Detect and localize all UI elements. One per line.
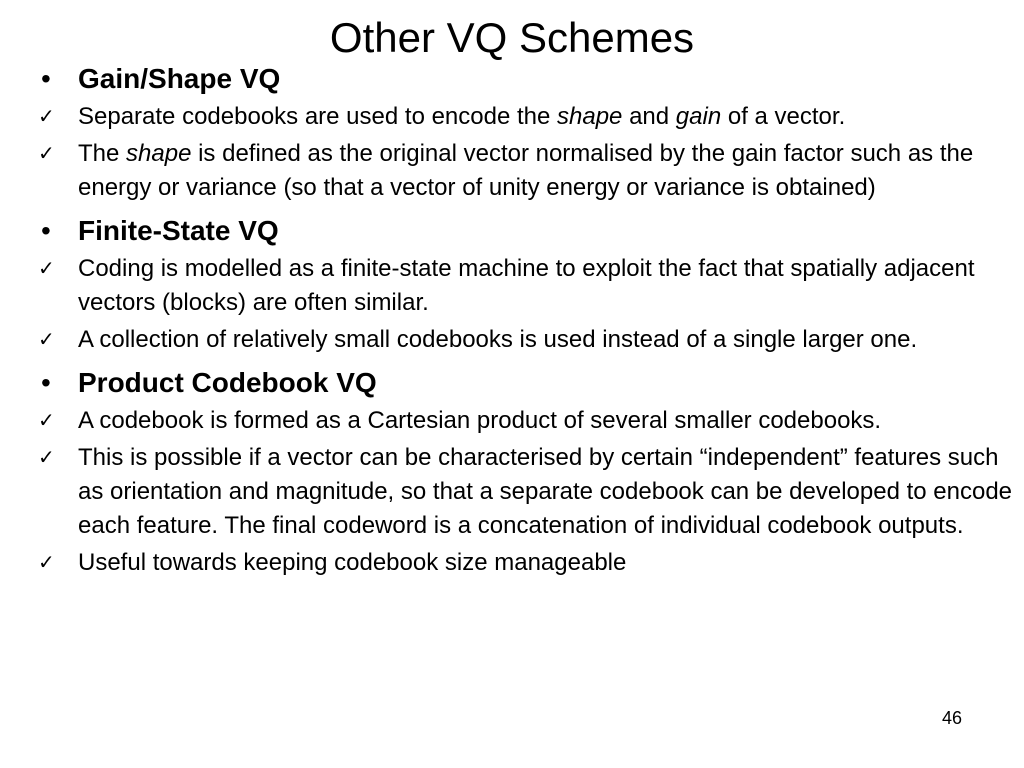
slide-content <box>38 62 1013 583</box>
emphasis-gain: gain <box>675 103 722 130</box>
list-item-text: Separate codebooks are used to encode the shape and gain of a vector. <box>78 103 846 130</box>
section-heading-finite-state <box>38 214 1013 248</box>
checkmark-icon: ✓ <box>38 447 55 469</box>
section-heading-product-codebook <box>38 366 1013 400</box>
list-item-text: A codebook is formed as a Cartesian product of several smaller codebooks. <box>78 407 882 434</box>
list-item-text: Coding is modelled as a finite-state machine to exploit the fact that spatially adjacent vectors (blocks) are often similar. <box>78 255 975 316</box>
slide-title: Other VQ Schemes <box>329 14 695 61</box>
section-heading-gain-shape <box>38 62 1013 96</box>
checkmark-icon: ✓ <box>38 143 55 165</box>
section-heading-label: Product Codebook VQ <box>78 367 377 398</box>
list-item-text: Useful towards keeping codebook size manageable <box>78 549 627 576</box>
page-number: 46 <box>941 708 962 728</box>
list-item-text: This is possible if a vector can be characterised by certain “independent” features such as orientation and magnitude, so that a separate codebook can be developed to encode each feature. The final codeword is a concatenation of individual codebook outputs. <box>78 444 1013 539</box>
list-item-text: A collection of relatively small codebooks is used instead of a single larger one. <box>78 326 918 353</box>
list-item <box>38 252 1013 320</box>
list-item <box>38 137 1013 205</box>
checkmark-icon: ✓ <box>38 552 55 574</box>
list-item <box>38 441 1013 543</box>
emphasis-shape: shape <box>126 140 192 167</box>
list-item-text: The shape is defined as the original vector normalised by the gain factor such as the energy or variance (so that a vector of unity energy or variance is obtained) <box>78 140 974 201</box>
list-item <box>38 323 1013 357</box>
bullet-icon: • <box>41 367 51 398</box>
checkmark-icon: ✓ <box>38 258 55 280</box>
bullet-icon: • <box>41 215 51 246</box>
checkmark-icon: ✓ <box>38 106 55 128</box>
list-item <box>38 546 1013 580</box>
checkmark-icon: ✓ <box>38 329 55 351</box>
bullet-icon: • <box>41 63 51 94</box>
section-heading-label: Finite-State VQ <box>78 215 279 246</box>
section-heading-label: Gain/Shape VQ <box>78 63 281 94</box>
checkmark-icon: ✓ <box>38 410 55 432</box>
list-item <box>38 404 1013 438</box>
emphasis-shape: shape <box>557 103 623 130</box>
list-item <box>38 100 1013 134</box>
